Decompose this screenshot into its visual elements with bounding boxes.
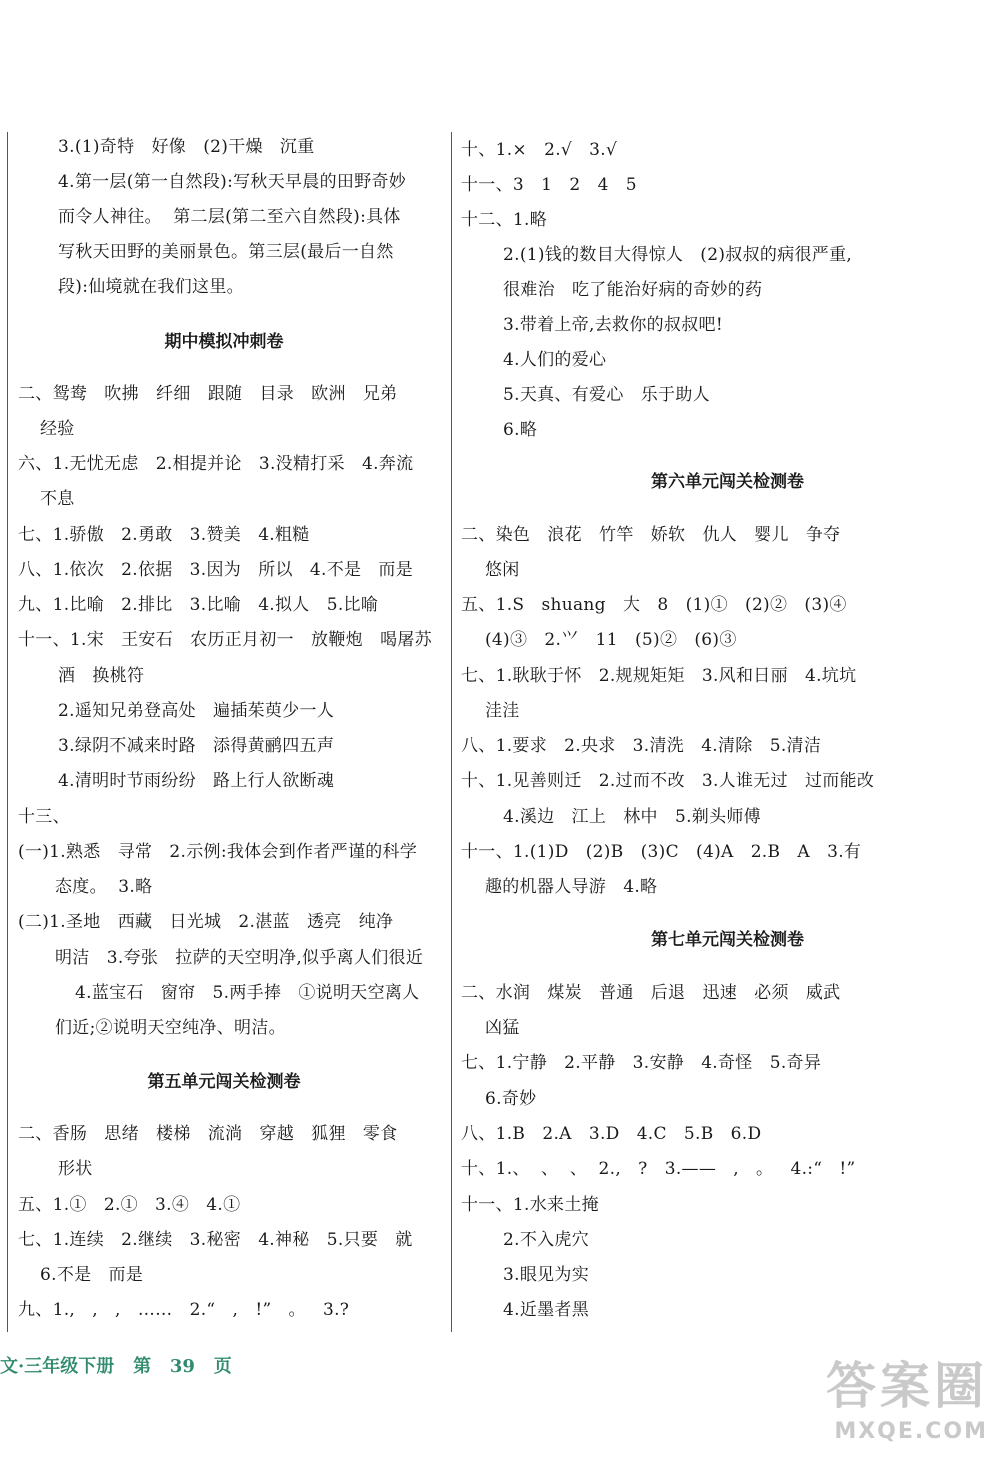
section-heading-unit7: 第七单元闯关检测卷 xyxy=(651,930,804,950)
answer-line: 3.(1)奇特 好像 (2)干燥 沉重 xyxy=(58,137,315,157)
answer-line: 十一、1.水来土掩 xyxy=(461,1195,599,1215)
watermark-logo-text: 答案圈 xyxy=(826,1357,988,1415)
answer-line: 段):仙境就在我们这里。 xyxy=(58,277,244,297)
section-heading-midterm: 期中模拟冲刺卷 xyxy=(164,332,284,352)
answer-line: 五、1.S shuang 大 8 (1)① (2)② (3)④ xyxy=(461,595,847,615)
answer-line: 不息 xyxy=(40,489,75,509)
answer-line: 4.第一层(第一自然段):写秋天早晨的田野奇妙 xyxy=(58,172,407,192)
answer-line: 十、1.见善则迁 2.过而不改 3.人谁无过 过而能改 xyxy=(461,771,875,791)
answer-line: 3.带着上帝,去救你的叔叔吧! xyxy=(503,315,723,335)
answer-line: 而令人神往。 第二层(第二至六自然段):具体 xyxy=(58,207,401,227)
answer-line: 经验 xyxy=(40,419,75,439)
answer-line: 十、1.、 、 、 2., ? 3.—— , 。 4.:“ !” xyxy=(461,1159,856,1179)
answer-line: 形状 xyxy=(58,1159,93,1179)
answer-line: 十一、1.宋 王安石 农历正月初一 放鞭炮 喝屠苏 xyxy=(18,630,432,650)
page-footer: 文·三年级下册 第 39 页 xyxy=(0,1356,232,1377)
answer-line: 2.遥知兄弟登高处 遍插茱萸少一人 xyxy=(58,701,335,721)
answer-line: 3.眼见为实 xyxy=(503,1265,590,1285)
answer-line: 洼洼 xyxy=(485,701,520,721)
answer-line: 二、水润 煤炭 普通 后退 迅速 必须 威武 xyxy=(461,983,841,1003)
answer-line: 五、1.① 2.① 3.④ 4.① xyxy=(18,1195,241,1215)
answer-line: 悠闲 xyxy=(485,560,520,580)
section-heading-unit5: 第五单元闯关检测卷 xyxy=(147,1072,301,1092)
answer-line: 们近;②说明天空纯净、明洁。 xyxy=(55,1018,286,1038)
answer-line: 酒 换桃符 xyxy=(58,666,145,686)
answer-line: 二、染色 浪花 竹竿 娇软 仇人 婴儿 争夺 xyxy=(461,525,841,545)
answer-line: (4)③ 2.⺍ 11 (5)② (6)③ xyxy=(485,630,737,650)
answer-line: 九、1.比喻 2.排比 3.比喻 4.拟人 5.比喻 xyxy=(18,595,379,615)
answer-line: 十一、1.(1)D (2)B (3)C (4)A 2.B A 3.有 xyxy=(461,842,862,862)
answer-line: 十、1.× 2.√ 3.√ xyxy=(461,140,618,160)
answer-line: 很难治 吃了能治好病的奇妙的药 xyxy=(503,280,763,300)
left-margin-rule xyxy=(7,132,8,1332)
answer-line: 5.天真、有爱心 乐于助人 xyxy=(503,385,710,405)
answer-line: 七、1.耿耿于怀 2.规规矩矩 3.风和日丽 4.坑坑 xyxy=(461,666,857,686)
answer-line: 十二、1.略 xyxy=(461,210,548,230)
answer-line: 4.近墨者黑 xyxy=(503,1300,590,1320)
answer-line: 十三、 xyxy=(18,807,70,827)
answer-line: 2.(1)钱的数目大得惊人 (2)叔叔的病很严重, xyxy=(503,245,853,265)
watermark-logo xyxy=(778,1355,988,1465)
answer-line: 6.略 xyxy=(503,420,538,440)
answer-line: (一)1.熟悉 寻常 2.示例:我体会到作者严谨的科学 xyxy=(18,842,418,862)
answer-line: 八、1.B 2.A 3.D 4.C 5.B 6.D xyxy=(461,1124,762,1144)
answer-line: 6.奇妙 xyxy=(485,1089,537,1109)
answer-line: 九、1., , , …… 2.“ , !” 。 3.? xyxy=(18,1300,350,1320)
answer-line: 八、1.依次 2.依据 3.因为 所以 4.不是 而是 xyxy=(18,560,414,580)
answer-line: 写秋天田野的美丽景色。第三层(最后一自然 xyxy=(58,242,394,262)
watermark-site: MXQE.COM xyxy=(834,1419,988,1444)
answer-line: 4.清明时节雨纷纷 路上行人欲断魂 xyxy=(58,771,335,791)
column-divider xyxy=(451,132,452,1332)
answer-line: 八、1.要求 2.央求 3.清洗 4.清除 5.清洁 xyxy=(461,736,822,756)
answer-line: (二)1.圣地 西藏 日光城 2.湛蓝 透亮 纯净 xyxy=(18,912,394,932)
answer-line: 十一、3 1 2 4 5 xyxy=(461,175,637,195)
answer-line: 4.溪边 江上 林中 5.剃头师傅 xyxy=(503,807,761,827)
section-heading-unit6: 第六单元闯关检测卷 xyxy=(651,472,804,492)
answer-line: 六、1.无忧无虑 2.相提并论 3.没精打采 4.奔流 xyxy=(18,454,414,474)
answer-line: 趣的机器人导游 4.略 xyxy=(485,877,658,897)
answer-line: 态度。 3.略 xyxy=(55,877,153,897)
answer-line: 6.不是 而是 xyxy=(40,1265,144,1285)
answer-line: 七、1.骄傲 2.勇敢 3.赞美 4.粗糙 xyxy=(18,525,310,545)
answer-line: 明洁 3.夸张 拉萨的天空明净,似乎离人们很近 xyxy=(55,948,424,968)
answer-line: 凶猛 xyxy=(485,1018,520,1038)
answer-line: 4.人们的爱心 xyxy=(503,350,607,370)
answer-line: 二、香肠 思绪 楼梯 流淌 穿越 狐狸 零食 xyxy=(18,1124,398,1144)
answer-line: 七、1.宁静 2.平静 3.安静 4.奇怪 5.奇异 xyxy=(461,1053,822,1073)
answer-line: 2.不入虎穴 xyxy=(503,1230,590,1250)
answer-line: 4.蓝宝石 窗帘 5.两手捧 ①说明天空离人 xyxy=(75,983,420,1003)
answer-line: 七、1.连续 2.继续 3.秘密 4.神秘 5.只要 就 xyxy=(18,1230,413,1250)
answer-line: 3.绿阴不减来时路 添得黄鹂四五声 xyxy=(58,736,335,756)
answer-line: 二、鸳鸯 吹拂 纤细 跟随 目录 欧洲 兄弟 xyxy=(18,384,398,404)
